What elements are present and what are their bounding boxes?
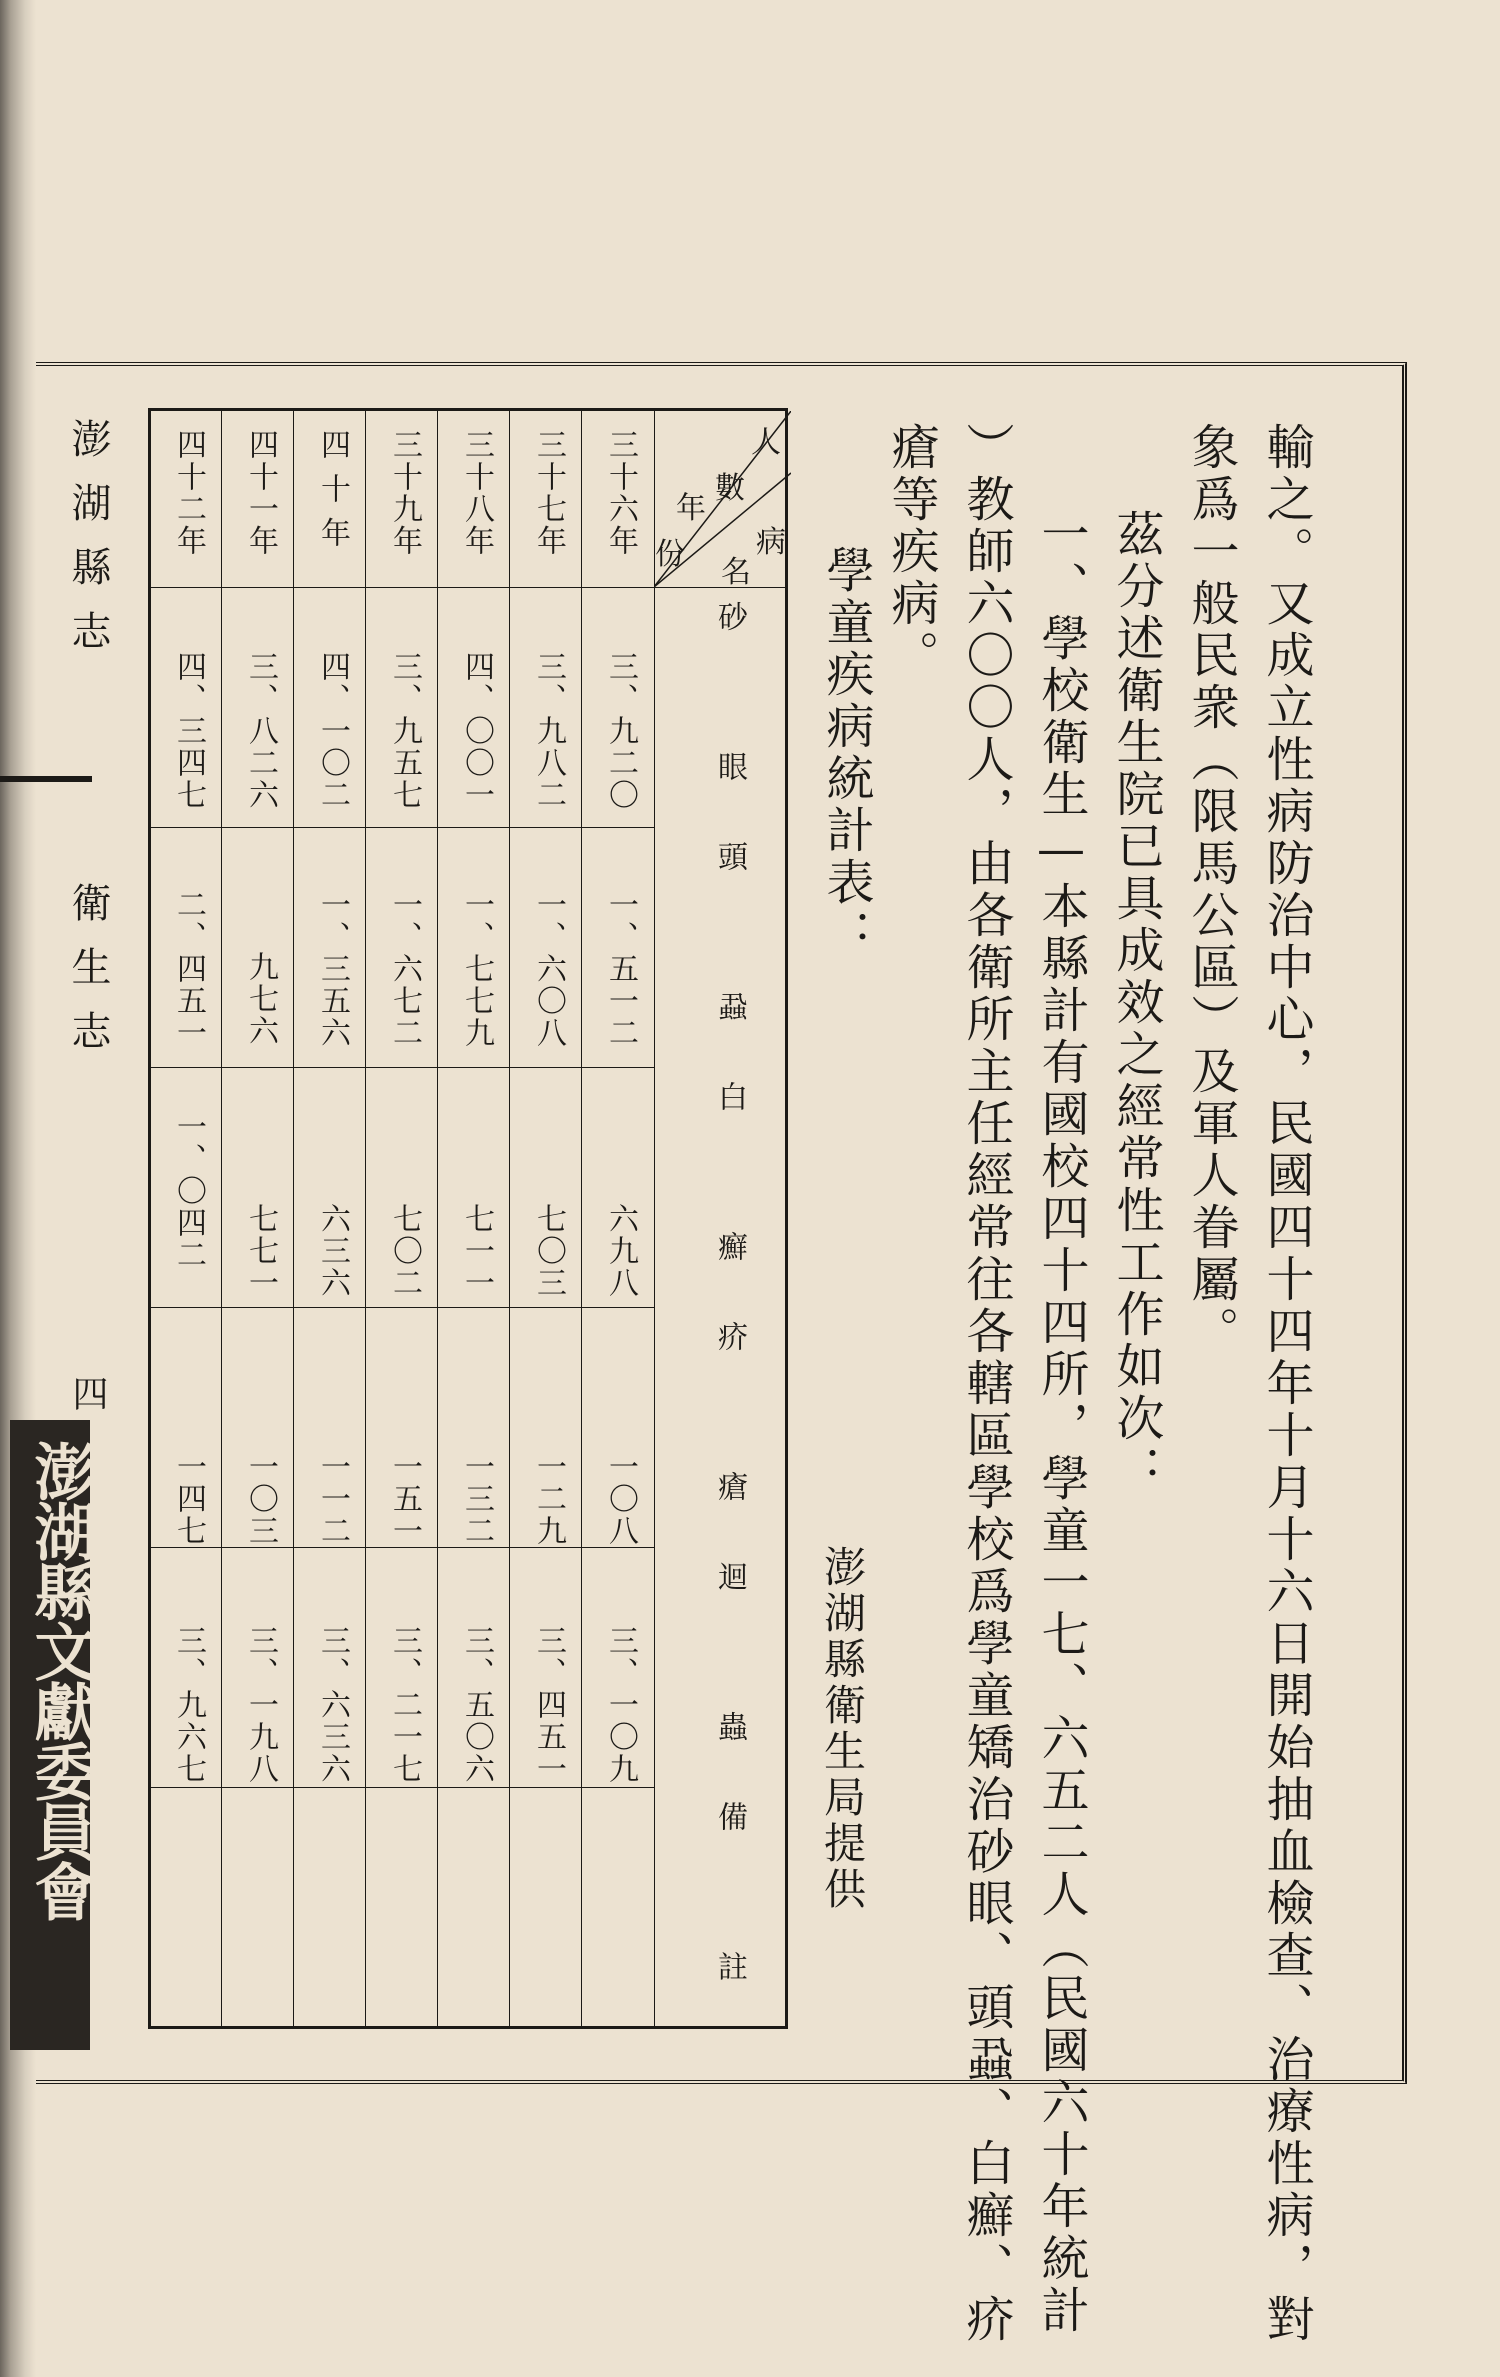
table-cell: 三、一〇九 [603,1625,638,1785]
table-row-divider [151,587,785,588]
body-paragraph-6: 瘡等疾病。 [883,422,939,682]
table-cell: 七一一 [459,1203,494,1299]
book-title: 澎湖縣志 [65,418,111,674]
table-cell: 一二九 [531,1451,566,1547]
table-col-divider [221,411,222,2026]
table-cell: 一、五一二 [603,889,638,1049]
table-col-divider [654,411,655,2026]
corner-label-year: 年 [676,491,706,526]
table-cell: 四、〇〇一 [459,651,494,811]
table-cell: 三、九六七 [171,1625,206,1785]
corner-label-name: 名 [721,555,751,590]
table-cell: 三、一九八 [243,1625,278,1785]
table-cell: 九七六 [243,951,278,1047]
table-col-divider [437,411,438,2026]
statistics-table [148,408,788,2101]
table-source: 澎湖縣衛生局提供 [818,1545,867,1913]
table-cell: 四、三四七 [171,651,206,811]
page-number: 四 [67,1375,108,1411]
table-cell: 六三六 [315,1203,350,1299]
table-cell: 六九八 [603,1203,638,1299]
table-cell: 一、三五六 [315,889,350,1049]
body-paragraph-4: 一、學校衛生—本縣計有國校四十四所，學童一七、六五二人（民國六十年統計 [1033,509,1089,2337]
table-cell: 二、四五一 [171,889,206,1049]
table-cell: 三、九二〇 [603,651,638,811]
chapter-title: 衛生志 [65,882,111,1074]
table-cell: 一三二 [459,1451,494,1547]
table-row-divider [151,1067,655,1068]
row-year: 四十一年 [243,429,278,557]
header-ringworm: 白癬 [712,1081,747,1381]
corner-label-year2: 份 [655,537,685,572]
header-roundworm: 迴蟲 [712,1561,747,1861]
publisher-name: 澎湖縣文獻委員會 [24,1440,97,1920]
table-cell: 三、八二六 [243,651,278,811]
table-cell: 三、五〇六 [459,1625,494,1785]
body-paragraph-3: 茲分述衛生院已具成效之經常性工作如次： [1108,509,1164,1497]
table-cell: 三、四五一 [531,1625,566,1785]
table-cell: 七〇二 [387,1203,422,1299]
table-cell: 一、六七二 [387,889,422,1049]
table-cell: 四、一〇二 [315,651,350,811]
row-year: 三十八年 [459,429,494,557]
table-cell: 一五一 [387,1451,422,1547]
table-title: 學童疾病統計表： [818,545,874,961]
table-cell: 一、六〇八 [531,889,566,1049]
corner-label-count: 數 [715,471,745,506]
table-row-divider [151,1307,655,1308]
header-scabies: 疥瘡 [712,1321,747,1621]
corner-label-disease: 病 [756,525,786,560]
table-row-divider [151,1787,655,1788]
table-cell: 一、七七九 [459,889,494,1049]
row-year: 三十九年 [387,429,422,557]
header-remarks: 備註 [712,1801,747,2101]
table-cell: 三、九八二 [531,651,566,811]
table-col-divider [509,411,510,2026]
table-cell: 一四七 [171,1451,206,1547]
body-paragraph-1: 輸之。又成立性病防治中心，民國四十四年十月十六日開始抽血檢查、治療性病，對 [1258,422,1314,2346]
header-head-lice: 頭蝨 [712,841,747,1141]
table-row-divider [151,1547,655,1548]
row-year: 四十二年 [171,429,206,557]
table-cell: 一、〇四二 [171,1111,206,1271]
table-col-divider [365,411,366,2026]
corner-label-people: 人 [751,425,781,460]
table-col-divider [581,411,582,2026]
table-cell: 三、二一七 [387,1625,422,1785]
margin-rule [0,776,92,782]
table-cell: 三、六三六 [315,1625,350,1785]
header-trachoma: 砂眼 [712,601,747,901]
table-cell: 一〇三 [243,1451,278,1547]
table-row-divider [151,827,655,828]
row-year: 三十六年 [603,429,638,557]
table-cell: 一〇八 [603,1451,638,1547]
body-paragraph-5: ）教師六〇〇人，由各衛所主任經常往各轄區學校爲學童矯治砂眼、頭蝨、白癬、疥 [958,422,1014,2346]
table-col-divider [293,411,294,2026]
row-year: 四十年 [315,429,350,561]
table-cell: 三、九五七 [387,651,422,811]
row-year: 三十七年 [531,429,566,557]
body-paragraph-2: 象爲一般民衆（限馬公區）及軍人眷屬。 [1183,422,1239,1358]
table-cell: 七〇三 [531,1203,566,1299]
table-cell: 一一二 [315,1451,350,1547]
table-cell: 七七一 [243,1203,278,1299]
